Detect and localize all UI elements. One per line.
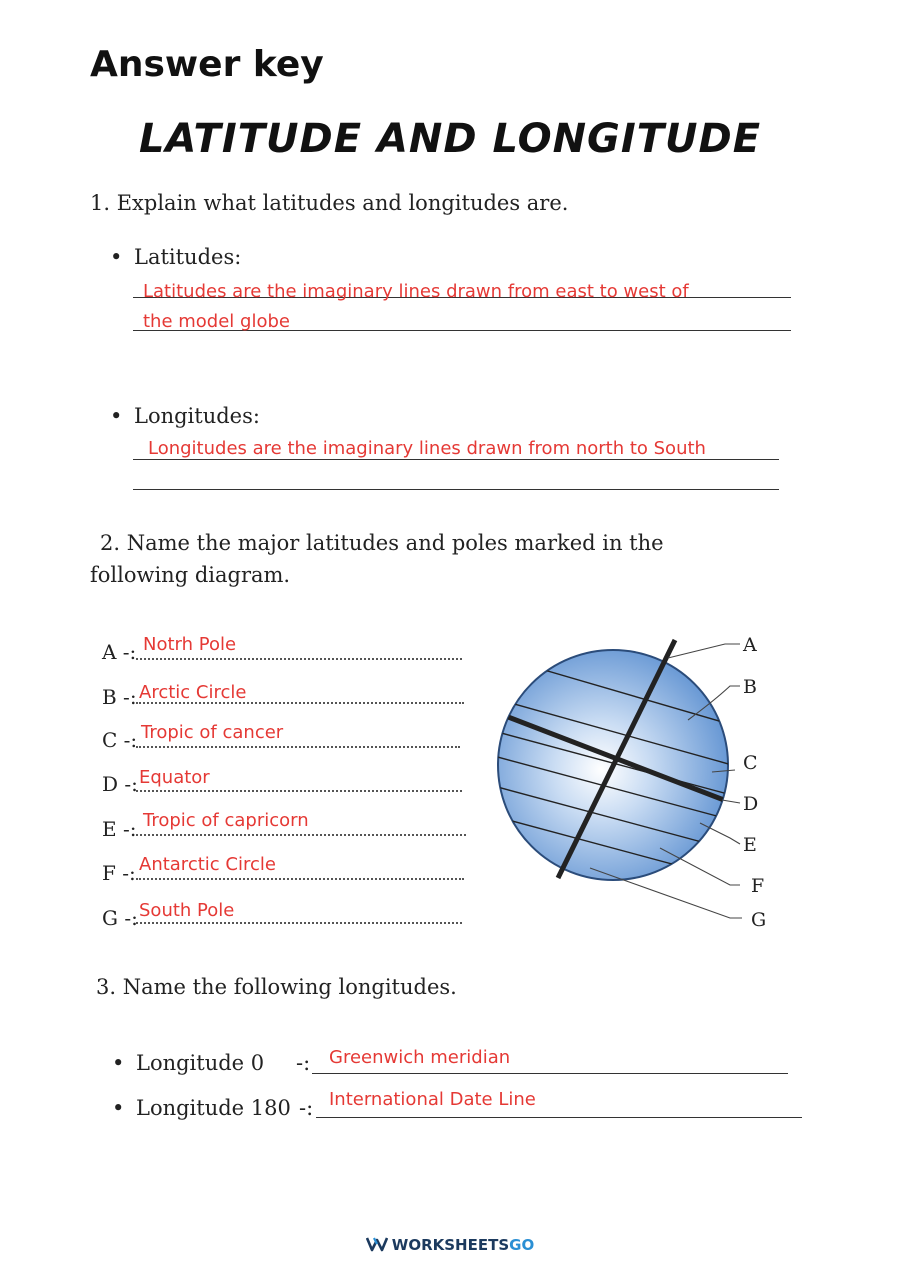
row-c-answer: Tropic of cancer [141, 722, 284, 743]
row-letter: D -: [102, 772, 138, 796]
row-e-dots [136, 834, 466, 836]
diagram-label-a: A [743, 634, 757, 656]
globe-diagram [490, 620, 790, 940]
row-e [102, 817, 136, 841]
question-1-prompt: 1. Explain what latitudes and longitudes are. [90, 191, 569, 215]
page-title: LATITUDE AND LONGITUDE [138, 116, 762, 162]
longitude-180-answer: International Date Line [329, 1089, 536, 1110]
diagram-label-g: G [751, 909, 767, 931]
diagram-label-e: E [743, 834, 757, 856]
worksheetsgo-w-logo-icon [366, 1236, 388, 1252]
row-letter: C -: [102, 728, 138, 752]
question-2-prompt-line-2: following diagram. [90, 563, 291, 587]
latitudes-answer-1: Latitudes are the imaginary lines drawn from east to west of [143, 281, 689, 302]
longitude-180-item [136, 1096, 291, 1120]
leader-d [722, 800, 740, 803]
row-letter: A -: [102, 640, 137, 664]
longitude-0-answer-line [312, 1073, 788, 1074]
longitudes-label: • Longitudes: [134, 404, 260, 428]
diagram-label-b: B [743, 676, 757, 698]
row-g-answer: South Pole [139, 900, 235, 921]
row-b [102, 685, 137, 709]
row-a-dots [136, 658, 462, 660]
answer-key-heading: Answer key [90, 44, 324, 85]
longitudes-answer-line-2 [133, 489, 779, 490]
longitudes-answer: Longitudes are the imaginary lines drawn from north to South [148, 438, 706, 459]
row-c-dots [136, 746, 460, 748]
diagram-label-c: C [743, 752, 758, 774]
question-3-prompt: 3. Name the following longitudes. [96, 975, 457, 999]
row-letter: B -: [102, 685, 137, 709]
row-d [102, 772, 138, 796]
row-f [102, 861, 136, 885]
row-letter: G -: [102, 906, 138, 930]
longitude-0-separator: -: [296, 1051, 311, 1075]
row-d-answer: Equator [139, 767, 210, 788]
longitude-0-answer: Greenwich meridian [329, 1047, 511, 1068]
brand-main: WORKSHEETS [391, 1236, 510, 1254]
brand-go: GO [509, 1236, 535, 1254]
row-d-dots [136, 790, 462, 792]
row-letter: F -: [102, 861, 136, 885]
row-f-answer: Antarctic Circle [139, 854, 276, 875]
diagram-label-f: F [751, 875, 765, 897]
longitude-180-label: Longitude 180 [136, 1096, 291, 1120]
row-c [102, 728, 137, 752]
leader-a [668, 644, 740, 658]
row-g [102, 906, 138, 930]
diagram-label-d: D [743, 793, 759, 815]
longitude-180-separator: -: [299, 1096, 314, 1120]
row-e-answer: Tropic of capricorn [143, 810, 309, 831]
row-b-answer: Arctic Circle [139, 682, 247, 703]
question-2-prompt-line-1: 2. Name the major latitudes and poles marked in the [100, 531, 664, 555]
row-a [102, 640, 136, 664]
row-g-dots [136, 922, 462, 924]
longitudes-answer-line-1 [133, 459, 779, 460]
longitude-0-label: Longitude 0 [136, 1051, 265, 1075]
row-a-answer: Notrh Pole [143, 634, 237, 655]
longitude-0-item [136, 1051, 264, 1075]
row-f-dots [136, 878, 464, 880]
longitude-180-answer-line [316, 1117, 802, 1118]
row-letter: E -: [102, 817, 137, 841]
footer-brand [0, 1236, 900, 1254]
latitudes-label: • Latitudes: [134, 245, 241, 269]
latitudes-answer-2: the model globe [143, 311, 290, 332]
